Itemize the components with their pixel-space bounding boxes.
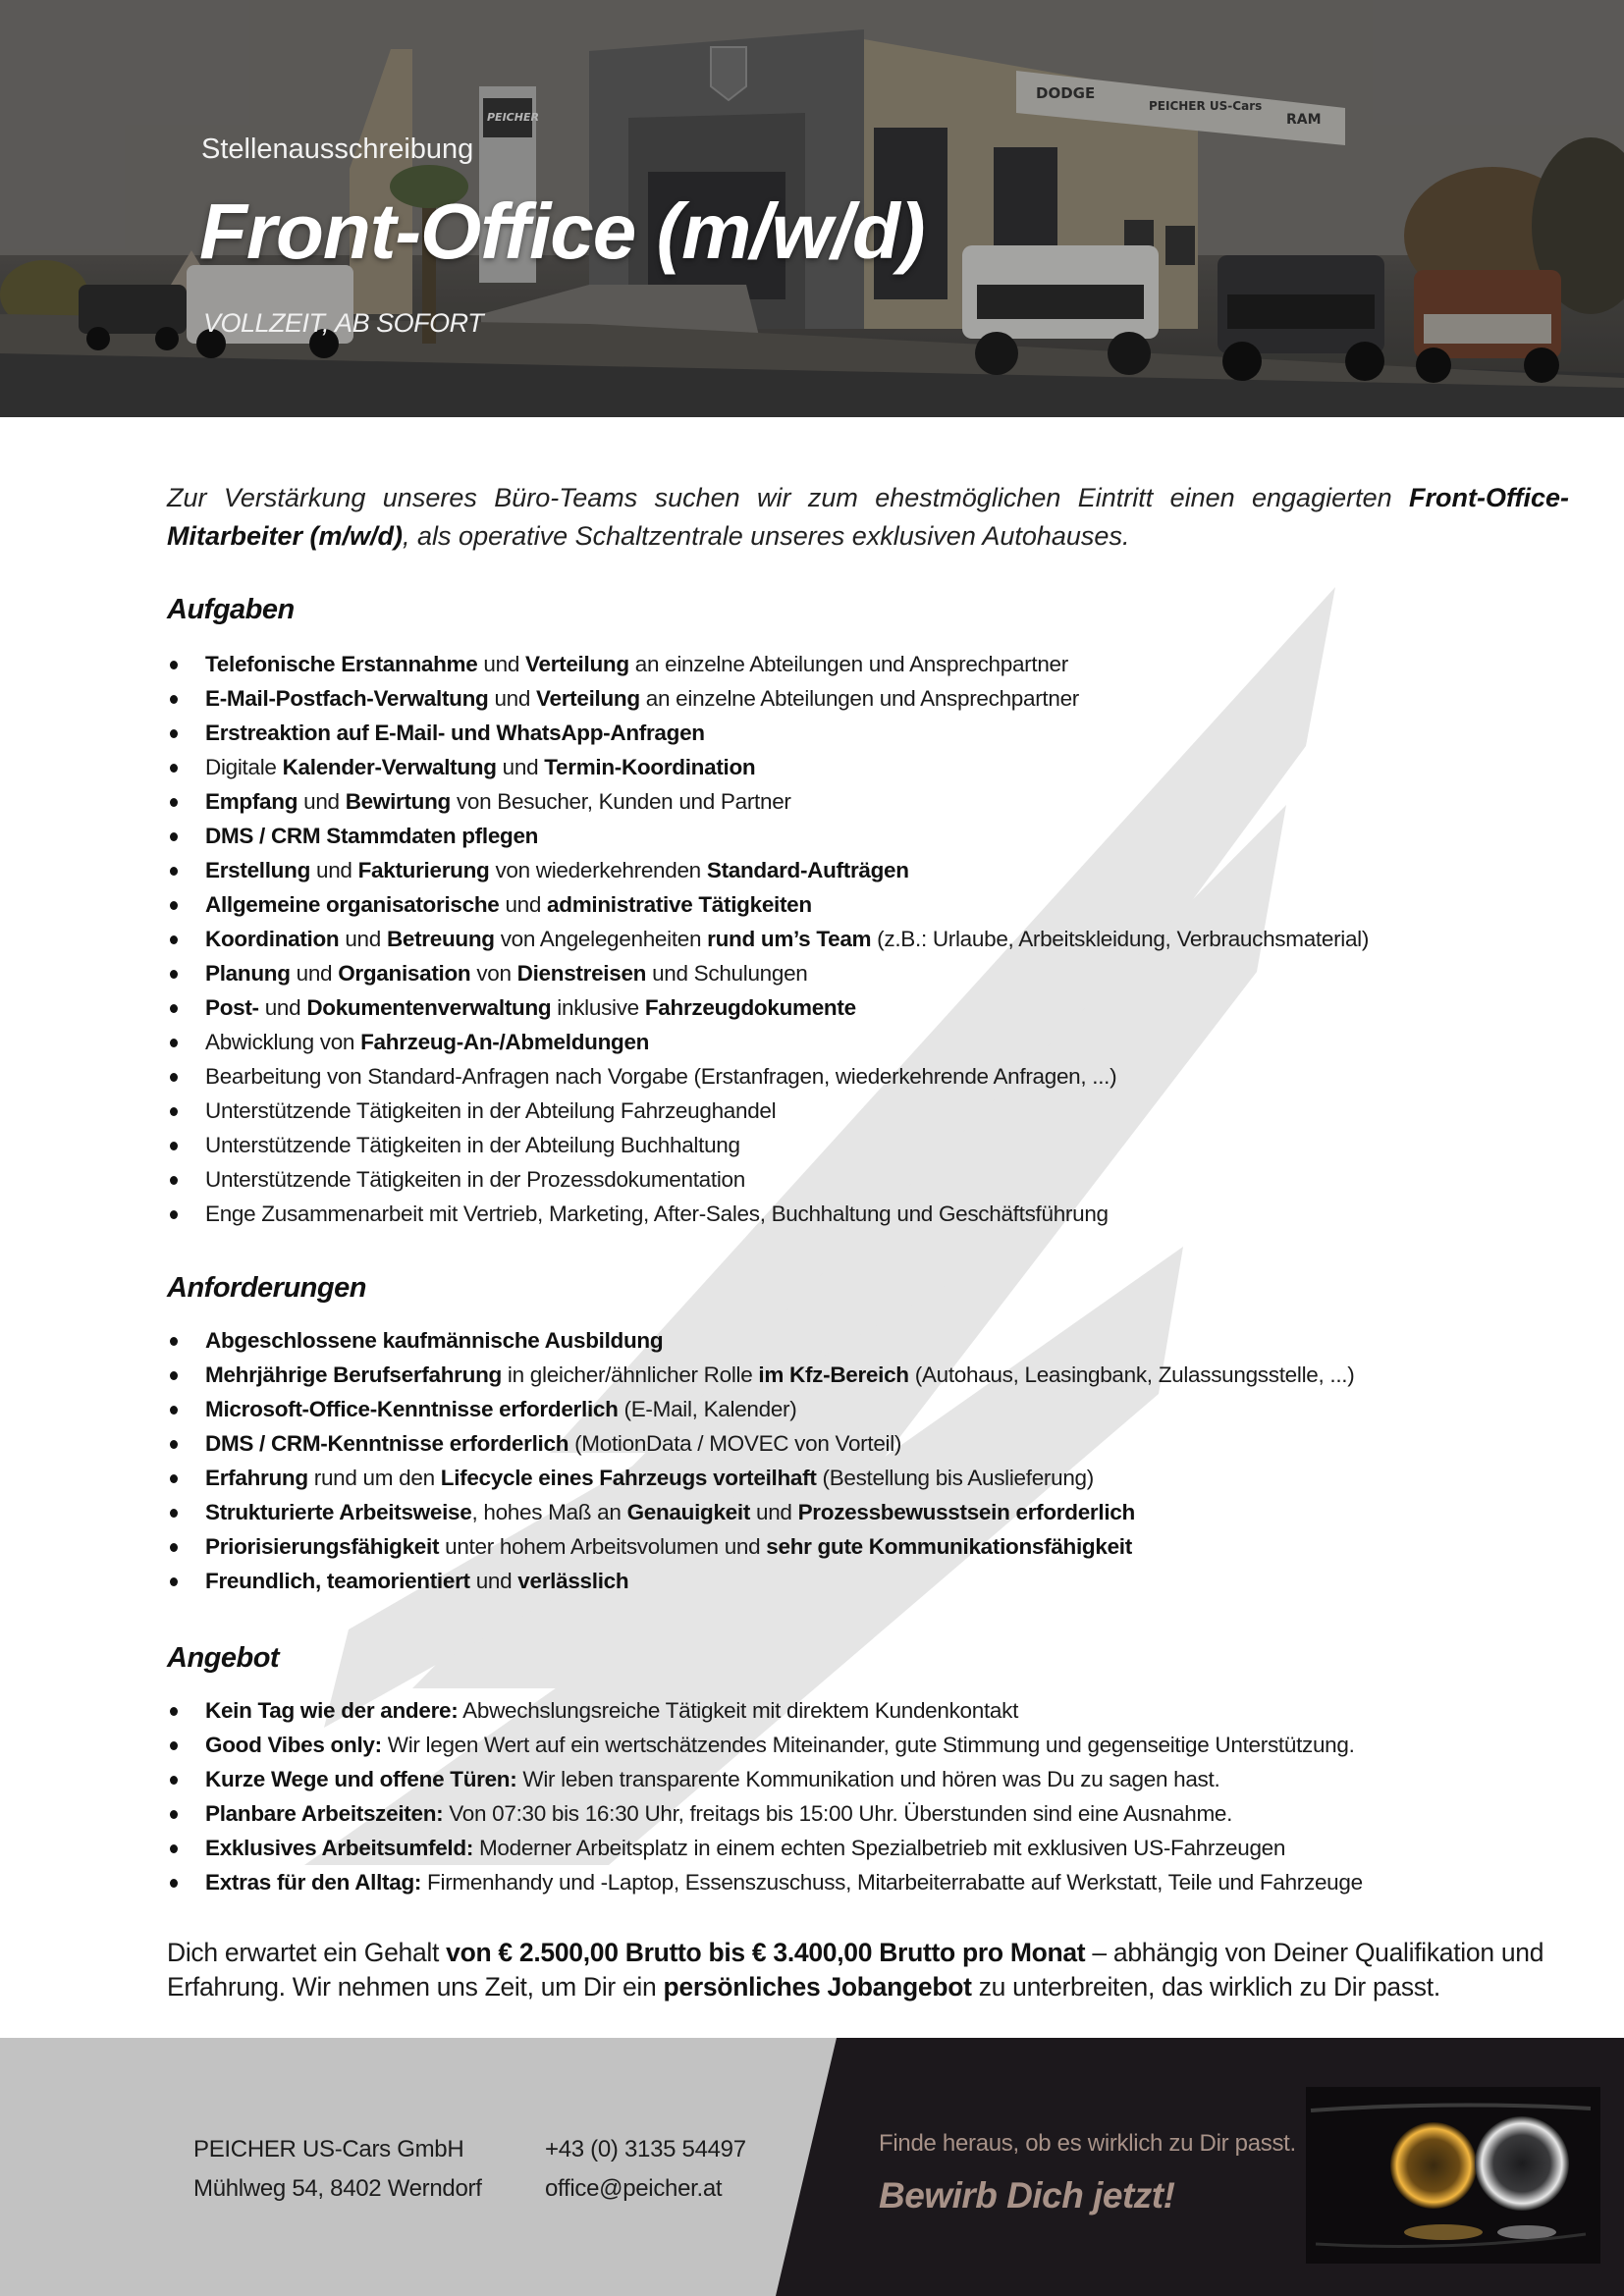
company-name: PEICHER US-Cars GmbH	[193, 2136, 464, 2163]
list-item	[167, 990, 1581, 1025]
list-item	[167, 1094, 1581, 1128]
list-item-emphasis: Kurze Wege und offene Türen:	[205, 1767, 517, 1791]
list-item-text: von wiederkehrenden	[489, 858, 707, 882]
list-item-emphasis: Betreuung	[386, 927, 495, 951]
ram-sign: RAM	[1286, 112, 1322, 128]
list-item-text: und	[339, 927, 387, 951]
list-item-text: , hohes Maß an	[471, 1500, 627, 1524]
list-item-text: (MotionData / MOVEC von Vorteil)	[568, 1431, 902, 1456]
list-item-text: Unterstützende Tätigkeiten in der Abteilung Buchhaltung	[205, 1133, 740, 1157]
list-item-text: und	[310, 858, 358, 882]
list-item-text: von Angelegenheiten	[494, 927, 708, 951]
list-item-emphasis: Fakturierung	[357, 858, 490, 882]
list-item-text: Unterstützende Tätigkeiten in der Abteilung Fahrzeughandel	[205, 1098, 777, 1123]
peicher-sign: PEICHER US-Cars	[1149, 99, 1263, 113]
list-item-text: Bearbeitung von Standard-Anfragen nach Vorgabe (Erstanfragen, wiederkehrende Anfragen, ...)	[205, 1064, 1117, 1089]
list-item-emphasis: Telefonische Erstannahme	[205, 652, 478, 676]
list-item-emphasis: rund um’s Team	[707, 927, 872, 951]
list-item-emphasis: Microsoft-Office-Kenntnisse erforderlich	[205, 1397, 619, 1421]
list-item-text: von Besucher, Kunden und Partner	[451, 789, 791, 814]
list-item-text: und	[298, 789, 346, 814]
list-item-emphasis: Planung	[205, 961, 291, 986]
salary-text: Dich erwartet ein Gehalt	[167, 1938, 447, 1967]
list-item	[167, 1426, 1581, 1461]
list-item-text: und	[750, 1500, 798, 1524]
list-item-text: (E-Mail, Kalender)	[618, 1397, 797, 1421]
phone-link[interactable]: +43 (0) 3135 54497	[545, 2136, 746, 2163]
list-item-text: (Autohaus, Leasingbank, Zulassungsstelle, ...)	[908, 1362, 1355, 1387]
list-item-text: und	[469, 1569, 518, 1593]
list-item-text: und	[477, 652, 526, 676]
list-item-emphasis: Erstreaktion auf E-Mail- und WhatsApp-Anfragen	[205, 721, 705, 745]
salary-offer: persönliches Jobangebot	[663, 1972, 972, 2002]
list-item-emphasis: Standard-Aufträgen	[706, 858, 909, 882]
list-item-emphasis: Bewirtung	[345, 789, 451, 814]
list-item-text: Enge Zusammenarbeit mit Vertrieb, Marketing, After-Sales, Buchhaltung und Geschäftsführung	[205, 1201, 1109, 1226]
list-item-text: Abwicklung von	[205, 1030, 361, 1054]
company-address: Mühlweg 54, 8402 Werndorf	[193, 2175, 482, 2202]
list-item-emphasis: Mehrjährige Berufserfahrung	[205, 1362, 502, 1387]
headlight-image	[1306, 2087, 1600, 2264]
list-item	[167, 1059, 1581, 1094]
list-item-emphasis: Fahrzeugdokumente	[644, 995, 856, 1020]
list-item-emphasis: Kein Tag wie der andere:	[205, 1698, 459, 1723]
hero-kicker: Stellenausschreibung	[201, 133, 474, 165]
list-item-emphasis: Kalender-Verwaltung	[282, 755, 497, 779]
footer-address	[193, 2130, 482, 2209]
list-item-emphasis: Erfahrung	[205, 1466, 308, 1490]
list-item-text: und	[496, 755, 545, 779]
list-item-emphasis: Empfang	[205, 789, 298, 814]
list-item	[167, 1728, 1581, 1762]
intro-text: Zur Verstärkung unseres Büro-Teams suchen wir zum ehestmöglichen Eintritt einen engagierten	[167, 483, 1409, 512]
list-item-text: und	[499, 892, 548, 917]
list-item-emphasis: Strukturierte Arbeitsweise	[205, 1500, 472, 1524]
list-item	[167, 647, 1581, 681]
list-item	[167, 1128, 1581, 1162]
list-item-emphasis: Freundlich, teamorientiert	[205, 1569, 470, 1593]
list-item-text: an einzelne Abteilungen und Ansprechpartner	[639, 686, 1079, 711]
list-item-emphasis: Dienstreisen	[516, 961, 647, 986]
list-item-emphasis: Erstellung	[205, 858, 311, 882]
list-item-emphasis: DMS / CRM Stammdaten pflegen	[205, 824, 539, 848]
list-item-emphasis: administrative Tätigkeiten	[547, 892, 812, 917]
list-item	[167, 1693, 1581, 1728]
salary-text: zu unterbreiten, das wirklich zu Dir passt.	[971, 1972, 1440, 2002]
list-item-emphasis: Organisation	[338, 961, 471, 986]
list-item-text: Unterstützende Tätigkeiten in der Prozessdokumentation	[205, 1167, 745, 1192]
section-heading-anforderungen: Anforderungen	[167, 1272, 366, 1304]
list-item-text: und	[488, 686, 537, 711]
pylon-brand: PEICHER	[487, 111, 539, 124]
list-item	[167, 887, 1581, 922]
list-item	[167, 922, 1581, 956]
list-item-text: inklusive	[551, 995, 645, 1020]
list-item-text: und	[258, 995, 307, 1020]
intro-block	[167, 479, 1569, 556]
list-item	[167, 1197, 1581, 1231]
intro-paragraph	[167, 479, 1569, 556]
list-item-text: Von 07:30 bis 16:30 Uhr, freitags bis 15:00 Uhr. Überstunden sind eine Ausnahme.	[443, 1801, 1233, 1826]
list-item	[167, 784, 1581, 819]
list-item-emphasis: verlässlich	[517, 1569, 629, 1593]
list-item-text: Abwechslungsreiche Tätigkeit mit direktem Kundenkontakt	[458, 1698, 1019, 1723]
list-item-emphasis: Good Vibes only:	[205, 1733, 382, 1757]
list-item	[167, 1796, 1581, 1831]
list-item	[167, 1495, 1581, 1529]
list-item-emphasis: Verteilung	[525, 652, 629, 676]
list-item	[167, 681, 1581, 716]
intro-role: Front-Office-Mitarbeiter (m/w/d)	[167, 483, 1569, 551]
salary-range: von € 2.500,00 Brutto bis € 3.400,00 Brutto pro Monat	[446, 1938, 1086, 1967]
list-item-text: von	[470, 961, 517, 986]
list-item	[167, 819, 1581, 853]
list-item-emphasis: Lifecycle eines Fahrzeugs vorteilhaft	[440, 1466, 817, 1490]
list-item-emphasis: Extras für den Alltag:	[205, 1870, 422, 1895]
list-item-text: und	[290, 961, 339, 986]
list-item-emphasis: Genauigkeit	[626, 1500, 751, 1524]
list-item-emphasis: Termin-Koordination	[544, 755, 756, 779]
list-item-emphasis: Exklusives Arbeitsumfeld:	[205, 1836, 474, 1860]
cta-tagline: Finde heraus, ob es wirklich zu Dir passt.	[879, 2130, 1296, 2157]
list-item-text: Wir leben transparente Kommunikation und hören was Du zu sagen hast.	[516, 1767, 1220, 1791]
list-item-emphasis: Verteilung	[536, 686, 640, 711]
dodge-sign: DODGE	[1036, 84, 1096, 102]
list-item-emphasis: Dokumentenverwaltung	[306, 995, 552, 1020]
list-item	[167, 1831, 1581, 1865]
list-item	[167, 716, 1581, 750]
list-item	[167, 1461, 1581, 1495]
list-item	[167, 1762, 1581, 1796]
section-heading-angebot: Angebot	[167, 1642, 280, 1674]
list-item-emphasis: E-Mail-Postfach-Verwaltung	[205, 686, 489, 711]
list-item	[167, 1162, 1581, 1197]
list-item-text: an einzelne Abteilungen und Ansprechpartner	[628, 652, 1068, 676]
footer	[0, 2038, 1624, 2296]
list-item	[167, 1865, 1581, 1899]
list-item	[167, 853, 1581, 887]
apply-now-cta[interactable]: Bewirb Dich jetzt!	[879, 2175, 1175, 2216]
list-item-text: in gleicher/ähnlicher Rolle	[501, 1362, 759, 1387]
list-item	[167, 1529, 1581, 1564]
anforderungen-list	[167, 1323, 1581, 1598]
angebot-list	[167, 1693, 1581, 1899]
list-item-emphasis: Planbare Arbeitszeiten:	[205, 1801, 444, 1826]
list-item-text: Wir legen Wert auf ein wertschätzendes Miteinander, gute Stimmung und gegenseitige Unterstützung.	[381, 1733, 1355, 1757]
list-item-emphasis: Post-	[205, 995, 259, 1020]
intro-text-end: , als operative Schaltzentrale unseres exklusiven Autohauses.	[403, 521, 1130, 551]
aufgaben-list	[167, 647, 1581, 1231]
list-item-emphasis: sehr gute Kommunikationsfähigkeit	[766, 1534, 1132, 1559]
list-item	[167, 1358, 1581, 1392]
list-item-emphasis: Prozessbewusstsein erforderlich	[797, 1500, 1135, 1524]
hero-subtitle: VOLLZEIT, AB SOFORT	[203, 308, 484, 338]
list-item-text: (z.B.: Urlaube, Arbeitskleidung, Verbrauchsmaterial)	[871, 927, 1370, 951]
list-item-emphasis: Fahrzeug-An-/Abmeldungen	[360, 1030, 650, 1054]
section-heading-aufgaben: Aufgaben	[167, 594, 295, 625]
list-item-emphasis: Koordination	[205, 927, 340, 951]
salary-paragraph	[167, 1936, 1581, 2004]
list-item-emphasis: Priorisierungsfähigkeit	[205, 1534, 440, 1559]
list-item	[167, 1392, 1581, 1426]
list-item-emphasis: im Kfz-Bereich	[758, 1362, 909, 1387]
list-item-text: (Bestellung bis Auslieferung)	[816, 1466, 1094, 1490]
footer-contact	[545, 2130, 746, 2209]
list-item-emphasis: Allgemeine organisatorische	[205, 892, 500, 917]
list-item-text: Moderner Arbeitsplatz in einem echten Spezialbetrieb mit exklusiven US-Fahrzeugen	[473, 1836, 1286, 1860]
list-item-text: unter hohem Arbeitsvolumen und	[439, 1534, 767, 1559]
list-item	[167, 1564, 1581, 1598]
page-title: Front-Office (m/w/d)	[199, 187, 925, 275]
list-item	[167, 956, 1581, 990]
list-item-emphasis: DMS / CRM-Kenntnisse erforderlich	[205, 1431, 569, 1456]
list-item	[167, 1323, 1581, 1358]
list-item-emphasis: Abgeschlossene kaufmännische Ausbildung	[205, 1328, 664, 1353]
list-item	[167, 750, 1581, 784]
list-item	[167, 1025, 1581, 1059]
list-item-text: Digitale	[205, 755, 283, 779]
salary-text: – abhängig von Deiner Qualifikation und Erfahrung. Wir nehmen uns Zeit, um Dir ein	[167, 1938, 1544, 2002]
list-item-text: rund um den	[307, 1466, 441, 1490]
list-item-text: Firmenhandy und -Laptop, Essenszuschuss, Mitarbeiterrabatte auf Werkstatt, Teile und Fahrzeuge	[421, 1870, 1363, 1895]
email-link[interactable]: office@peicher.at	[545, 2175, 723, 2202]
list-item-text: und Schulungen	[646, 961, 808, 986]
